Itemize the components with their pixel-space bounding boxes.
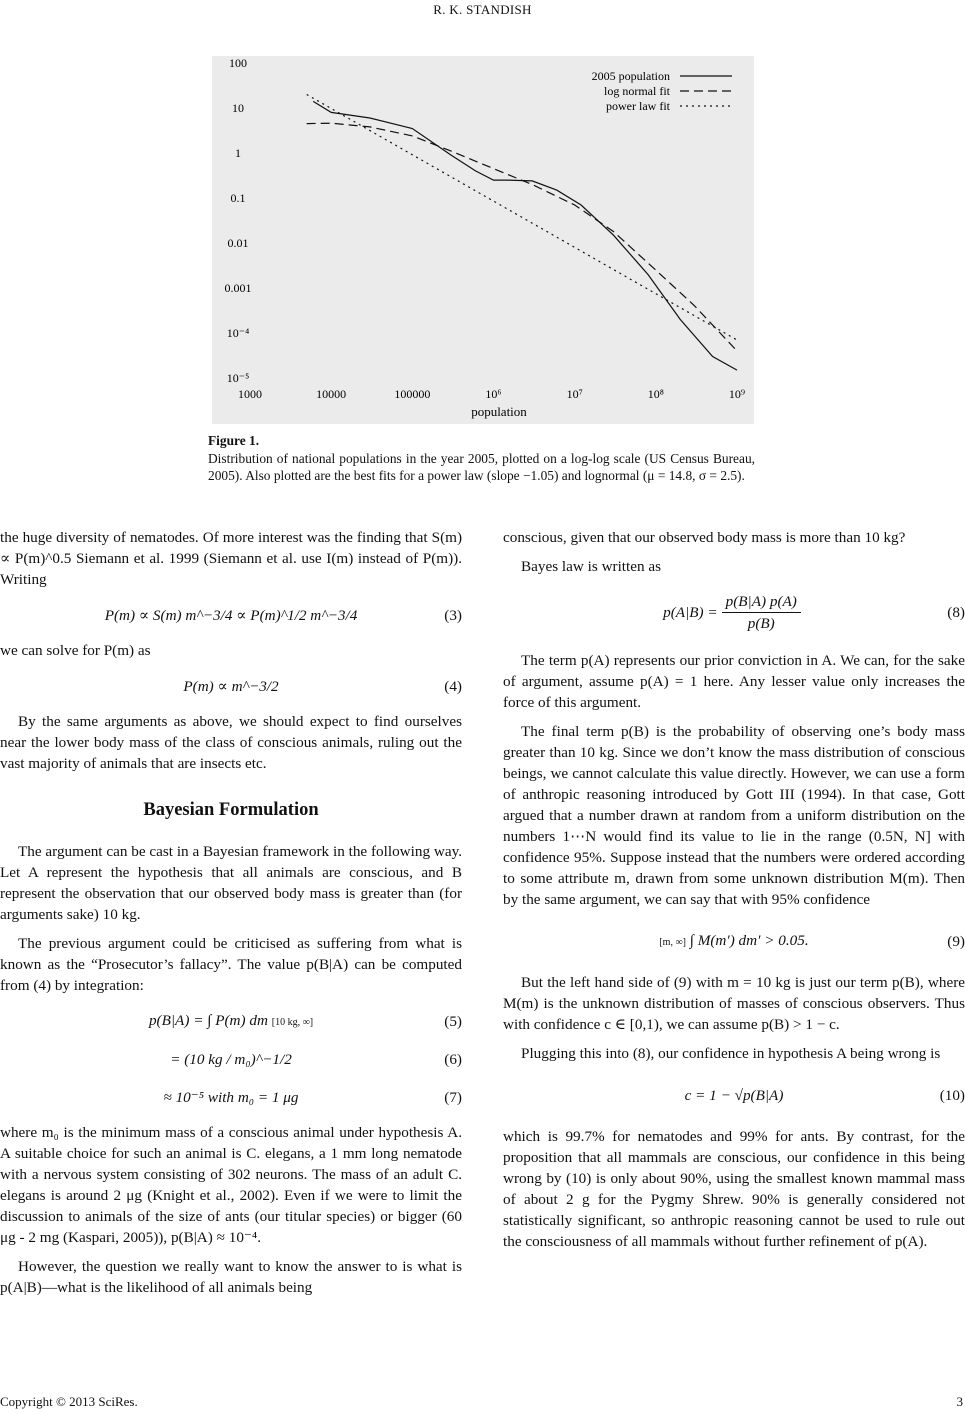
x-tick-label: 1000	[238, 387, 262, 401]
plot-area	[212, 56, 754, 424]
paragraph: which is 99.7% for nematodes and 99% for ants. By contrast, for the proposition that all mammals are conscious, our confidence in this being wrong by (10) is only about 90%, using the smallest known mammal mass of about 2 g for the Pygmy Shrew. 90% is generally considered not statistically significant, so anthropic reasoning cannot be used to rule out the consciousness of all mammals without further refinement of p(A).	[503, 1128, 965, 1250]
equation-6	[0, 1046, 462, 1072]
paragraph: But the left hand side of (9) with m = 10 kg is just our term p(B), where M(m) is the unknown distribution of masses of conscious observers. Thus with confidence c ∈ [0,1), we can assume p(B) > 1 − c.	[503, 974, 965, 1033]
right-column	[503, 527, 965, 1252]
equation-fraction	[722, 591, 801, 634]
x-tick-label: 10⁶	[485, 387, 502, 401]
equation-8	[503, 591, 965, 634]
legend-label: power law fit	[606, 99, 670, 113]
figure-1-chart	[212, 56, 754, 424]
y-tick-label: 10	[232, 101, 244, 115]
equation-3	[0, 602, 462, 628]
equation-number: (9)	[947, 932, 965, 950]
y-tick-label: 10⁻⁵	[226, 371, 250, 385]
x-tick-label: 100000	[394, 387, 431, 401]
integral-lower-limit: 10 kg	[275, 1016, 298, 1028]
paragraph: However, the question we really want to know the answer to is what is p(A|B)—what is the likelihood of all animals being	[0, 1258, 462, 1296]
caption-title: Figure 1.	[208, 433, 260, 448]
equation-4	[0, 673, 462, 699]
y-tick-label: 1	[235, 146, 241, 160]
equation-expression: ≈ 10⁻⁵ with m₀ = 1 μg	[163, 1088, 299, 1106]
y-tick-label: 10⁻⁴	[226, 326, 250, 340]
equation-expression: P(m) ∝ S(m) m^−3/4 ∝ P(m)^1/2 m^−3/4	[104, 606, 358, 624]
paragraph: The previous argument could be criticised as suffering from what is known as the “Prosecutor’s fallacy”. The value p(B|A) can be computed from (4) by integration:	[0, 935, 462, 994]
paragraph: The term p(A) represents our prior conviction in A. We can, for the sake of argument, assume p(A) = 1 here. Any lesser value only increases the force of this argument.	[503, 652, 965, 711]
fraction-numerator: p(B|A) p(A)	[722, 591, 801, 613]
page-number: 3	[956, 1394, 963, 1409]
equation-9: [m, ∞] ∫ M(m′) dm′ > 0.05. (9)	[659, 931, 965, 950]
paragraph: conscious, given that our observed body mass is more than 10 kg?	[503, 529, 906, 546]
paragraph: The final term p(B) is the probability of observing one’s body mass greater than 10 kg. Since we don’t know the mass distribution of conscious beings, we cannot calculate this value directly. However, we can use a form of anthropic reasoning introduced by Gott III (1994). In that case, Gott argued that a number drawn at random from a uniform distribution on the numbers 1⋯N would find its value to lie in the range (0.5N, N] with confidence 95%. Suppose instead that the numbers were ordered according to some attribute m, drawn from some unknown distribution M(m). Then by the same argument, we can say that with 95% confidence	[503, 723, 965, 908]
equation-expression: ∫ M(m′) dm′ > 0.05.	[689, 931, 809, 949]
paragraph: Bayes law is written as	[521, 558, 662, 575]
paragraph: we can solve for P(m) as	[0, 642, 151, 659]
left-column	[0, 527, 462, 1298]
x-tick-label: 10⁷	[566, 387, 583, 401]
caption-text: Distribution of national populations in the year 2005, plotted on a log-log scale (US Census Bureau, 2005). Also plotted are the best fits for a power law (slope −1.05) and lognormal (μ = 14.8, σ = 2.5).	[208, 451, 755, 483]
paragraph: The argument can be cast in a Bayesian framework in the following way. Let A represent the hypothesis that all animals are conscious, and B represent the observation that our observed body mass is greater than (for arguments sake) 10 kg.	[0, 843, 462, 923]
equation-expression: = (10 kg / m₀)^−1/2	[170, 1050, 292, 1068]
y-tick-label: 0.001	[224, 281, 252, 295]
equation-5: p(B|A) = ∫ P(m) dm [10 kg, ∞] (5)	[148, 1011, 462, 1030]
paragraph: By the same arguments as above, we should expect to find ourselves near the lower body mass of the class of conscious animals, ruling out the vast majority of animals that are insects etc.	[0, 713, 462, 772]
x-tick-label: 10⁹	[728, 387, 746, 401]
equation-10	[503, 1082, 965, 1108]
footer-copyright: Copyright © 2013 SciRes.	[0, 1394, 138, 1409]
section-heading: Bayesian Formulation	[143, 800, 319, 820]
x-tick-label: 10000	[316, 387, 347, 401]
paragraph: where m₀ is the minimum mass of a conscious animal under hypothesis A. A suitable choice for such an animal is C. elegans, a 1 mm long nematode with a nervous system consisting of 302 neurons. The mass of an adult C. elegans is around 2 μg (Knight et al., 2002). Even if we were to limit the discussion to animals of the size of ants (our titular species) or bigger (60 μg - 2 mg (Kaspari, 2005)), p(B|A) ≈ 10⁻⁴.	[0, 1124, 462, 1246]
x-axis-label: population	[471, 404, 527, 419]
equation-expression: c = 1 − √p(B|A)	[684, 1086, 784, 1104]
integral-upper-limit: ∞	[302, 1016, 310, 1028]
y-tick-label: 0.1	[230, 191, 246, 205]
figure-caption	[208, 432, 755, 484]
running-head: R. K. STANDISH	[433, 2, 532, 17]
equation-number: (10)	[939, 1086, 965, 1104]
equation-7	[0, 1084, 462, 1110]
equation-number: (5)	[444, 1012, 462, 1030]
fraction-denominator: p(B)	[747, 615, 775, 632]
equation-expression: P(m) ∝ m^−3/2	[183, 677, 279, 695]
equation-number: (3)	[444, 606, 462, 624]
integral-lower-limit: m	[662, 936, 671, 948]
equation-lhs: p(A|B) =	[663, 604, 718, 621]
y-tick-label: 100	[229, 56, 247, 70]
equation-number: (8)	[947, 604, 965, 621]
y-tick-label: 0.01	[227, 236, 249, 250]
equation-expression: p(B|A) = ∫ P(m) dm	[148, 1011, 268, 1029]
equation-number: (7)	[444, 1088, 462, 1106]
integral-upper-limit: ∞	[675, 936, 683, 948]
paragraph: the huge diversity of nematodes. Of more interest was the finding that S(m) ∝ P(m)^0.5 Siemann et al. 1999 (Siemann et al. use I(m) instead of P(m)). Writing	[0, 529, 462, 588]
equation-number: (4)	[444, 677, 462, 695]
legend-label: log normal fit	[604, 84, 670, 98]
equation-number: (6)	[444, 1050, 462, 1068]
legend-label: 2005 population	[591, 69, 670, 83]
paragraph: Plugging this into (8), our confidence in hypothesis A being wrong is	[521, 1045, 941, 1062]
x-tick-label: 10⁸	[647, 387, 664, 401]
